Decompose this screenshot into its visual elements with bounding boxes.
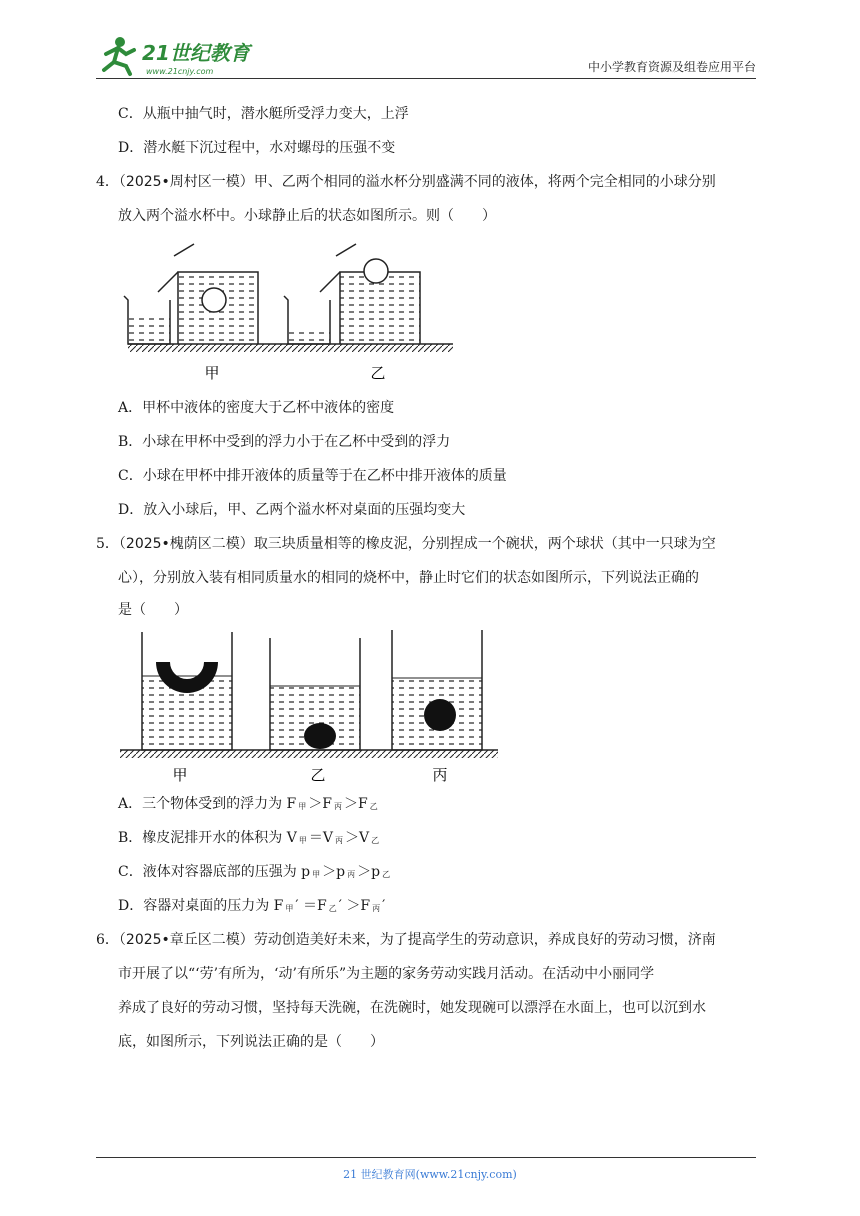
q5-option-b: B．橡皮泥排开水的体积为 V 甲 ＝V 丙 ＞V 乙	[118, 830, 380, 846]
logo-text: 21世纪教育	[142, 41, 250, 65]
q4-yi-beaker	[284, 296, 330, 344]
q6-number: 6．	[96, 932, 119, 948]
q6-stem-line1: 6．（2025•章丘区二模）劳动创造美好未来，为了提高学生的劳动意识，养成良好的劳动习惯，济南	[96, 932, 716, 948]
q5-sunken-ball	[304, 723, 336, 749]
q5-bing-beaker	[392, 630, 482, 750]
q5-label-yi: 乙	[310, 766, 326, 784]
q5-jia-beaker	[142, 632, 232, 750]
logo-url: www.21cnjy.com	[146, 67, 214, 76]
q4-jia-ball	[202, 288, 226, 312]
prev-option-c: C．从瓶中抽气时，潜水艇所受浮力变大，上浮	[118, 106, 409, 122]
prev-option-d: D．潜水艇下沉过程中，水对螺母的压强不变	[118, 140, 396, 156]
q4-option-b: B．小球在甲杯中受到的浮力小于在乙杯中受到的浮力	[118, 434, 451, 450]
q6-stem-line2: 市开展了以“‘劳’有所为，‘动’有所乐”为主题的家务劳动实践月活动。在活动中小丽同学	[118, 966, 655, 982]
q4-jia-beaker	[124, 296, 170, 344]
runner-icon	[104, 37, 134, 74]
q5-number: 5．	[96, 536, 119, 552]
site-logo	[96, 34, 266, 78]
q5-option-d: D．容器对桌面的压力为 F 甲 ′ ＝F 乙 ′ ＞F 丙 ′	[118, 898, 386, 914]
q6-stem-line3: 养成了良好的劳动习惯，坚持每天洗碗，在洗碗时，她发现碗可以漂浮在水面上，也可以沉到水	[118, 1000, 706, 1016]
q4-stem-line2: 放入两个溢水杯中。小球静止后的状态如图所示。则（ ）	[118, 208, 496, 224]
q5-figure	[118, 628, 502, 788]
q4-option-a: A．甲杯中液体的密度大于乙杯中液体的密度	[118, 400, 395, 416]
q4-option-d: D．放入小球后，甲、乙两个溢水杯对桌面的压强均变大	[118, 502, 466, 518]
q5-stem-line2: 心），分别放入装有相同质量水的相同的烧杯中，静止时它们的状态如图所示，下列说法正确的	[118, 570, 699, 586]
q5-label-bing: 丙	[432, 766, 448, 784]
q5-stem-line1: 5．（2025•槐荫区二模）取三块质量相等的橡皮泥，分别捏成一个碗状，两个球状（其中一只球为空	[96, 536, 716, 552]
q5-label-jia: 甲	[172, 766, 188, 784]
q5-source: （2025•槐荫区二模）	[118, 536, 254, 552]
q4-label-jia: 甲	[204, 364, 220, 382]
q4-option-c: C．小球在甲杯中排开液体的质量等于在乙杯中排开液体的质量	[118, 468, 507, 484]
q5-yi-beaker	[270, 638, 360, 750]
q5-table-surface	[120, 750, 498, 758]
q5-option-a: A．三个物体受到的浮力为 F 甲 ＞F 丙 ＞F 乙	[118, 796, 378, 812]
q6-stem-line4: 底，如图所示，下列说法正确的是（ ）	[118, 1034, 384, 1050]
q5-suspended-ball	[424, 699, 456, 731]
footer-link[interactable]: 21 世纪教育网(www.21cnjy.com)	[343, 1168, 517, 1181]
q4-stem-line1: 4．（2025•周村区一模）甲、乙两个相同的溢水杯分别盛满不同的液体，将两个完全相同的小球分别	[96, 174, 716, 190]
q5-stem-line3: 是（ ）	[118, 602, 188, 618]
q4-figure	[118, 238, 458, 386]
header-rule	[96, 78, 756, 79]
q6-source: （2025•章丘区二模）	[118, 932, 254, 948]
q5-option-c: C．液体对容器底部的压强为 p 甲 ＞p 丙 ＞p 乙	[118, 864, 391, 880]
footer-rule	[96, 1157, 756, 1158]
site-tagline: 中小学教育资源及组卷应用平台	[587, 60, 756, 74]
q4-source: （2025•周村区一模）	[118, 174, 254, 190]
q4-label-yi: 乙	[370, 364, 386, 382]
q4-yi-overflow-cup	[320, 244, 420, 344]
table-surface	[128, 344, 453, 352]
q4-number: 4．	[96, 174, 119, 190]
q4-jia-overflow-cup	[158, 244, 258, 344]
q4-yi-ball	[364, 259, 388, 283]
